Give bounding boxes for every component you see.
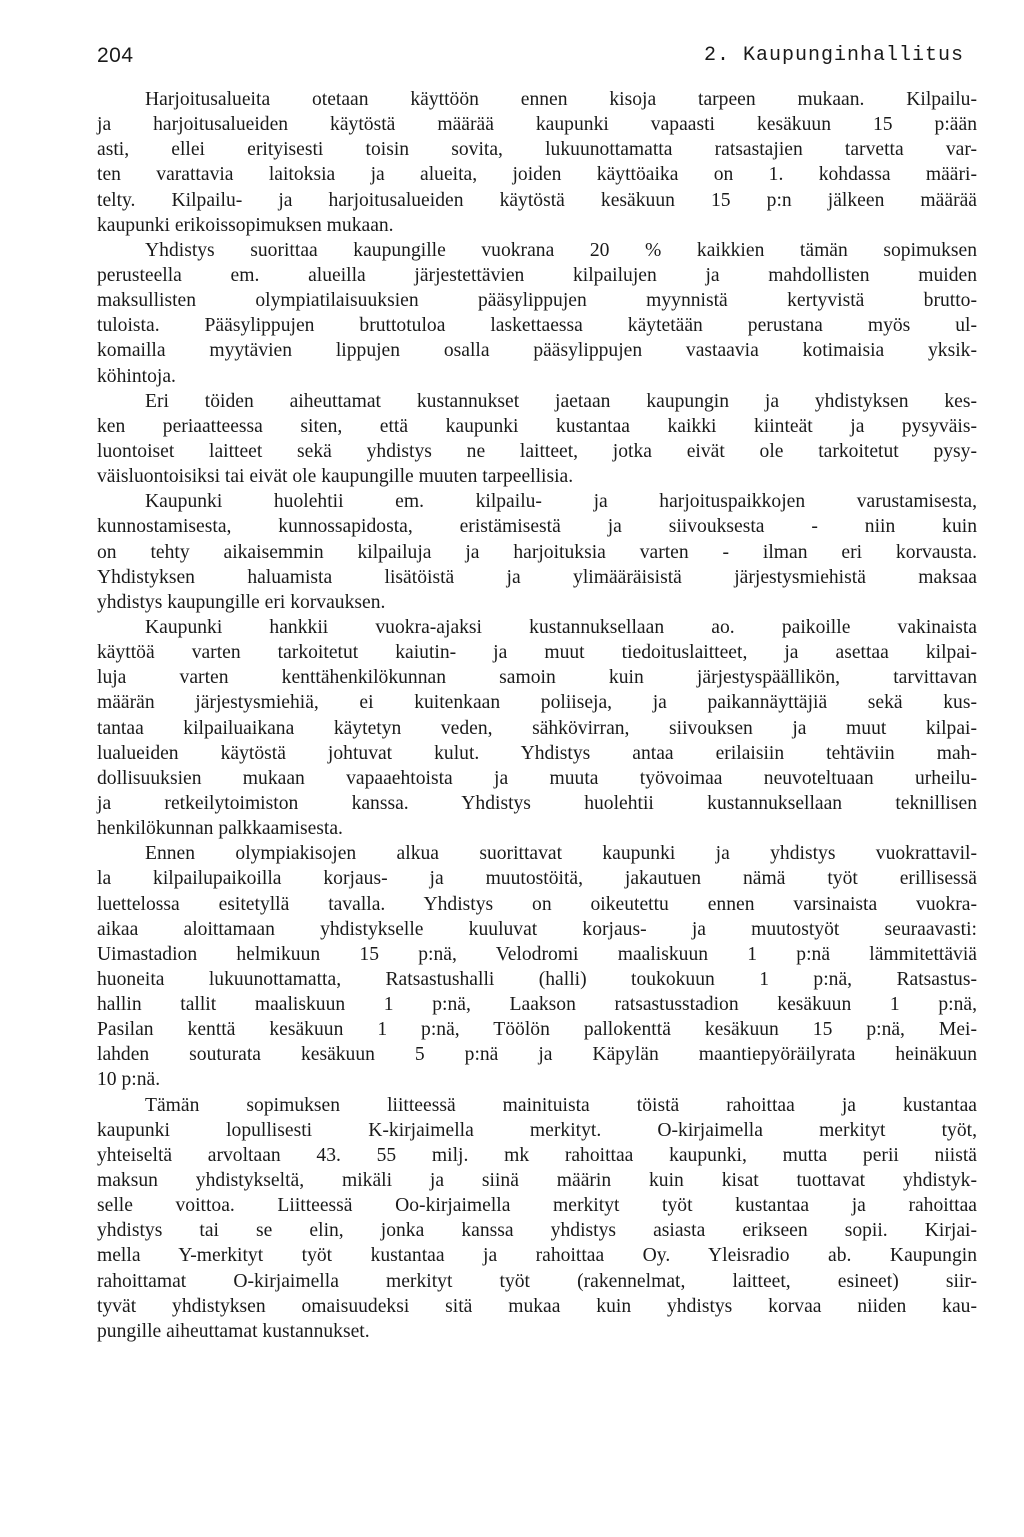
text-line: rahoittamat O-kirjaimella merkityt työt (rakennelmat, laitteet, esineet) siir- xyxy=(97,1270,977,1292)
paragraph xyxy=(97,489,977,615)
text-line: Harjoitusalueita otetaan käyttöön ennen kisoja tarpeen mukaan. Kilpailu- xyxy=(145,89,977,110)
text-line: yhteiseltä arvoltaan 43. 55 milj. mk rahoittaa kaupunki, mutta perii niistä xyxy=(97,1144,977,1166)
text-line: mella Y-merkityt työt kustantaa ja rahoittaa Oy. Yleisradio ab. Kaupungin xyxy=(97,1245,977,1267)
text-line: Eri töiden aiheuttamat kustannukset jaetaan kaupungin ja yhdistyksen kes- xyxy=(145,390,977,412)
text-line: köhintoja. xyxy=(97,365,176,387)
page-number: 204 xyxy=(97,44,134,67)
text-line: komailla myytävien lippujen osalla pääsylippujen vastaavia kotimaisia yksik- xyxy=(97,340,977,362)
paragraph xyxy=(97,238,977,389)
text-line: luettelossa esitetyllä tavalla. Yhdistys on oikeutettu ennen varsinaista vuokra- xyxy=(97,893,977,915)
text-line: 10 p:nä. xyxy=(97,1069,161,1091)
text-line: kaupunki erikoissopimuksen mukaan. xyxy=(97,214,394,236)
body-text xyxy=(97,87,977,1344)
text-line: luontoiset laitteet sekä yhdistys ne laitteet, jotka eivät ole tarkoitetut pysy- xyxy=(97,440,977,462)
text-line: ja retkeilytoimiston kanssa. Yhdistys huolehtii kustannuksellaan teknillisen xyxy=(97,792,977,814)
text-line: kunnostamisesta, kunnossapidosta, eristämisestä ja siivouksesta - niin kuin xyxy=(97,516,977,538)
text-line: pungille aiheuttamat kustannukset. xyxy=(97,1320,370,1342)
text-line: asti, ellei erityisesti toisin sovita, lukuunottamatta ratsastajien tarvetta var- xyxy=(97,139,977,161)
text-line: tyvät yhdistyksen omaisuudeksi sitä mukaa kuin yhdistys korvaa niiden kau- xyxy=(97,1295,977,1317)
paragraph xyxy=(97,1093,977,1344)
text-line: Tämän sopimuksen liitteessä mainituista töistä rahoittaa ja kustantaa xyxy=(145,1094,977,1116)
text-line: ten varattavia laitoksia ja alueita, joiden käyttöaika on 1. kohdassa määri- xyxy=(97,164,977,186)
text-line: kaupunki lopullisesti K-kirjaimella merkityt. O-kirjaimella merkityt työt, xyxy=(97,1119,977,1141)
paragraph xyxy=(97,87,977,238)
text-line: ken periaatteessa siten, että kaupunki kustantaa kaikki kiinteät ja pysyväis- xyxy=(97,415,977,437)
text-line: tuloista. Pääsylippujen bruttotuloa laskettaessa käytetään perustana myös ul- xyxy=(97,315,977,337)
text-line: maksullisten olympiatilaisuuksien pääsylippujen myynnistä kertyvistä brutto- xyxy=(97,290,977,312)
paragraph xyxy=(97,615,977,841)
text-line: selle voittoa. Liitteessä Oo-kirjaimella merkityt työt kustantaa ja rahoittaa xyxy=(97,1195,977,1217)
text-line: telty. Kilpailu- ja harjoitusalueiden käytöstä kesäkuun 15 p:n jälkeen määrää xyxy=(97,189,977,211)
text-line: Uimastadion helmikuun 15 p:nä, Velodromi maaliskuun 1 p:nä lämmitettäviä xyxy=(97,943,977,965)
text-line: henkilökunnan palkkaamisesta. xyxy=(97,818,343,840)
text-line: Ennen olympiakisojen alkua suorittavat kaupunki ja yhdistys vuokrattavil- xyxy=(145,843,977,865)
text-line: huoneita lukuunottamatta, Ratsastushalli (halli) toukokuun 1 p:nä, Ratsastus- xyxy=(97,968,977,990)
text-line: Yhdistyksen haluamista lisätöistä ja ylimääräisistä järjestysmiehistä maksaa xyxy=(97,566,977,588)
text-line: maksun yhdistykseltä, mikäli ja siinä määrin kuin kisat tuottavat yhdistyk- xyxy=(97,1170,977,1192)
text-line: hallin tallit maaliskuun 1 p:nä, Laakson ratsastusstadion kesäkuun 1 p:nä, xyxy=(97,994,977,1016)
text-line: tantaa kilpailuaikana käytetyn veden, sähkövirran, siivouksen ja muut kilpai- xyxy=(97,717,977,739)
running-head: 2. Kaupunginhallitus xyxy=(703,44,964,67)
text-line: määrän järjestysmiehiä, ei kuitenkaan poliiseja, ja paikannäyttäjiä sekä kus- xyxy=(97,692,977,714)
text-line: la kilpailupaikoilla korjaus- ja muutostöitä, jakautuen nämä työt erillisessä xyxy=(97,868,977,890)
text-line: käyttöä varten tarkoitetut kaiutin- ja muut tiedoituslaitteet, ja asettaa kilpai- xyxy=(97,642,977,664)
paragraph xyxy=(97,841,977,1092)
text-line: Kaupunki hankkii vuokra-ajaksi kustannuksellaan ao. paikoille vakinaista xyxy=(145,616,977,638)
text-line: yhdistys kaupungille eri korvauksen. xyxy=(97,591,386,613)
text-line: yhdistys tai se elin, jonka kanssa yhdistys asiasta erikseen sopii. Kirjai- xyxy=(97,1220,977,1242)
paragraph xyxy=(97,389,977,490)
text-line: ja harjoitusalueiden käytöstä määrää kaupunki vapaasti kesäkuun 15 p:ään xyxy=(97,114,977,136)
text-line: on tehty aikaisemmin kilpailuja ja harjoituksia varten - ilman eri korvausta. xyxy=(97,541,977,563)
text-line: lualueiden käytöstä johtuvat kulut. Yhdistys antaa erilaisiin tehtäviin mah- xyxy=(97,742,977,764)
text-line: perusteella em. alueilla järjestettävien kilpailujen ja mahdollisten muiden xyxy=(97,264,977,286)
text-line: dollisuuksien mukaan vapaaehtoista ja muuta työvoimaa neuvoteltuaan urheilu- xyxy=(97,767,977,789)
text-line: luja varten kenttähenkilökunnan samoin kuin järjestyspäällikön, tarvittavan xyxy=(97,667,977,689)
text-line: Kaupunki huolehtii em. kilpailu- ja harjoituspaikkojen varustamisesta, xyxy=(145,491,977,513)
text-line: Pasilan kenttä kesäkuun 1 p:nä, Töölön pallokenttä kesäkuun 15 p:nä, Mei- xyxy=(97,1019,977,1041)
text-line: aikaa aloittamaan yhdistykselle kuuluvat korjaus- ja muutostyöt seuraavasti: xyxy=(97,918,977,940)
text-line: väisluontoisiksi tai eivät ole kaupungille muuten tarpeellisia. xyxy=(97,466,574,488)
text-line: Yhdistys suorittaa kaupungille vuokrana 20 % kaikkien tämän sopimuksen xyxy=(145,239,977,261)
text-line: lahden souturata kesäkuun 5 p:nä ja Käpylän maantiepyöräilyrata heinäkuun xyxy=(97,1044,977,1066)
